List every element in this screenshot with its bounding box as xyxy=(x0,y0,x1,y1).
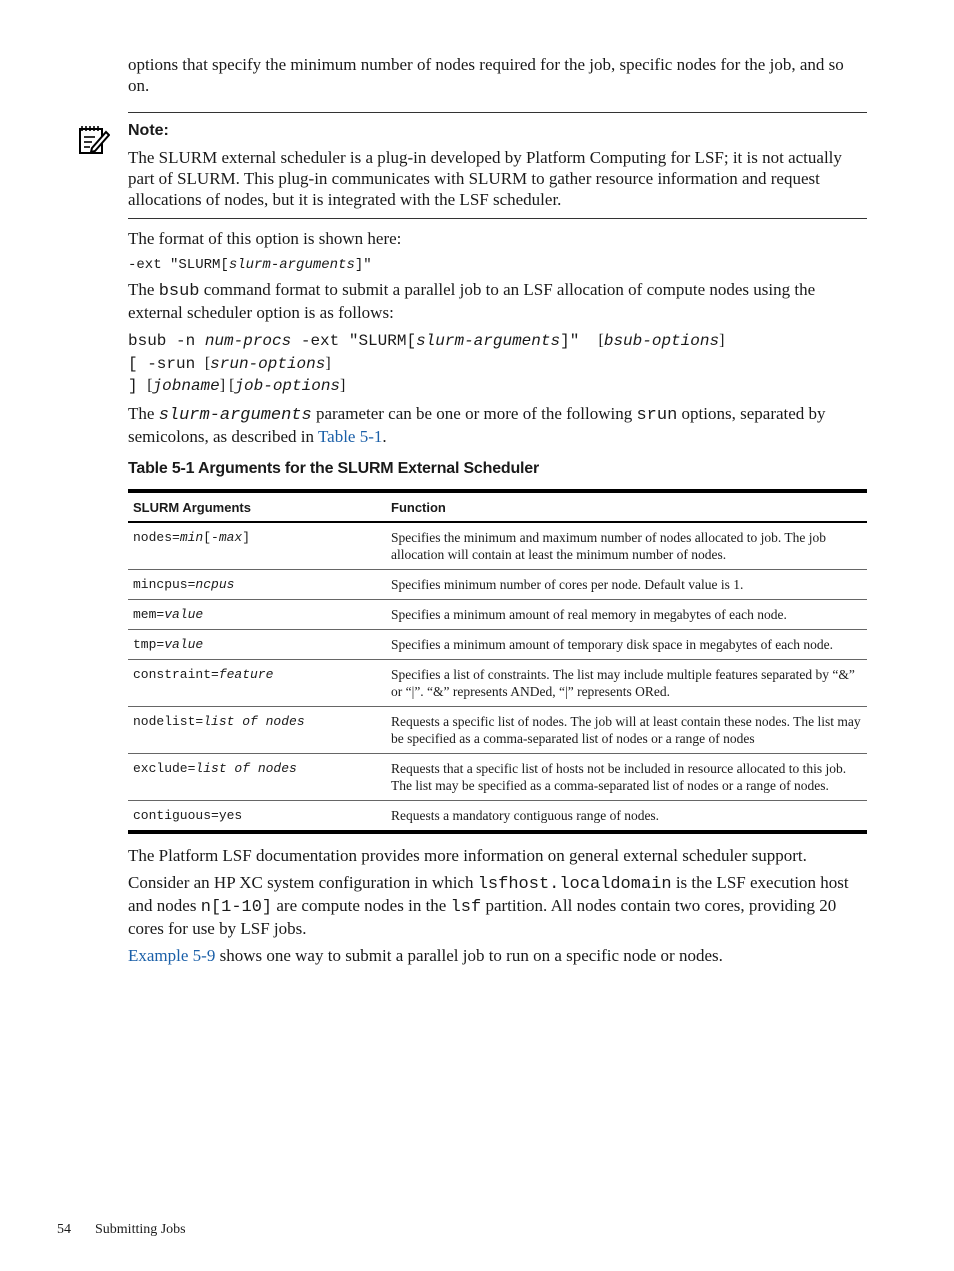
function-cell: Requests a specific list of nodes. The job will at least contain these nodes. The list may be specified as a comma-separated list of nodes or a range of nodes xyxy=(386,706,867,753)
argument-cell: nodes=min[-max] xyxy=(128,522,386,570)
argument-cell: contiguous=yes xyxy=(128,800,386,832)
table-header-row xyxy=(128,491,867,522)
page-content xyxy=(128,54,867,966)
header-function: Function xyxy=(386,491,867,522)
table-row xyxy=(128,569,867,599)
function-cell: Specifies a list of constraints. The list may include multiple features separated by “&” or “|”. “&” represents ANDed, “|” represents ORed. xyxy=(386,659,867,706)
table-row xyxy=(128,599,867,629)
config-paragraph: Consider an HP XC system configuration in which lsfhost.localdomain is the LSF execution host and nodes n[1-10] are compute nodes in the lsf partition. All nodes contain two cores, providing 20 cores for use by LSF jobs. xyxy=(128,872,849,938)
function-cell: Specifies a minimum amount of real memory in megabytes of each node. xyxy=(386,599,867,629)
header-slurm-arguments: SLURM Arguments xyxy=(128,491,386,522)
command-line-3: ] [jobname] [job-options] xyxy=(128,377,346,395)
table-row xyxy=(128,659,867,706)
argument-cell: mincpus=ncpus xyxy=(128,569,386,599)
note-title: Note: xyxy=(128,122,169,139)
function-cell: Specifies the minimum and maximum number of nodes allocated to job. The job allocation will contain at least the minimum number of nodes. xyxy=(386,522,867,570)
format-code: -ext "SLURM[slurm-arguments]" xyxy=(128,257,372,273)
table-row xyxy=(128,706,867,753)
table-row xyxy=(128,800,867,832)
example-paragraph: Example 5-9 shows one way to submit a parallel job to run on a specific node or nodes. xyxy=(128,945,723,965)
table-5-1-link[interactable]: Table 5-1 xyxy=(317,426,383,446)
args-paragraph: The slurm-arguments parameter can be one or more of the following srun options, separated by semicolons, as described in Table 5-1. xyxy=(128,403,826,446)
note-box xyxy=(128,112,867,219)
argument-cell: exclude=list of nodes xyxy=(128,753,386,800)
argument-cell: constraint=feature xyxy=(128,659,386,706)
table-row xyxy=(128,753,867,800)
page-number: 54 xyxy=(57,1222,71,1237)
platform-paragraph: The Platform LSF documentation provides more information on general external scheduler support. xyxy=(128,845,807,865)
format-intro: The format of this option is shown here: xyxy=(128,229,402,248)
table-row xyxy=(128,629,867,659)
command-line-2: [ -srun [srun-options] xyxy=(128,354,331,373)
table-caption: Table 5-1 Arguments for the SLURM External Scheduler xyxy=(128,459,540,477)
function-cell: Specifies minimum number of cores per node. Default value is 1. xyxy=(386,569,867,599)
command-syntax xyxy=(128,330,867,398)
table-row xyxy=(128,522,867,570)
footer-section: Submitting Jobs xyxy=(95,1222,186,1237)
argument-cell: tmp=value xyxy=(128,629,386,659)
command-line-1: bsub -n num-procs -ext "SLURM[slurm-arguments]" [bsub-options] xyxy=(128,332,725,350)
note-text: The SLURM external scheduler is a plug-in developed by Platform Computing for LSF; it is not actually part of SLURM. This plug-in communicates with SLURM to gather resource information and request allocations of nodes, but it is integrated with the LSF scheduler. xyxy=(128,148,842,209)
function-cell: Specifies a minimum amount of temporary disk space in megabytes of each node. xyxy=(386,629,867,659)
page-footer xyxy=(57,1222,186,1238)
note-pencil-icon xyxy=(78,124,110,156)
example-5-9-link[interactable]: Example 5-9 xyxy=(128,945,216,965)
intro-paragraph: options that specify the minimum number of nodes required for the job, specific nodes for the job, and so on. xyxy=(128,55,844,95)
argument-cell: nodelist=list of nodes xyxy=(128,706,386,753)
bsub-paragraph: The bsub command format to submit a parallel job to an LSF allocation of compute nodes using the external scheduler option is as follows: xyxy=(128,280,816,322)
function-cell: Requests a mandatory contiguous range of nodes. xyxy=(386,800,867,832)
arguments-table xyxy=(128,489,867,834)
argument-cell: mem=value xyxy=(128,599,386,629)
function-cell: Requests that a specific list of hosts not be included in resource allocated to this job. The list may be specified as a comma-separated list of nodes or a range of nodes. xyxy=(386,753,867,800)
